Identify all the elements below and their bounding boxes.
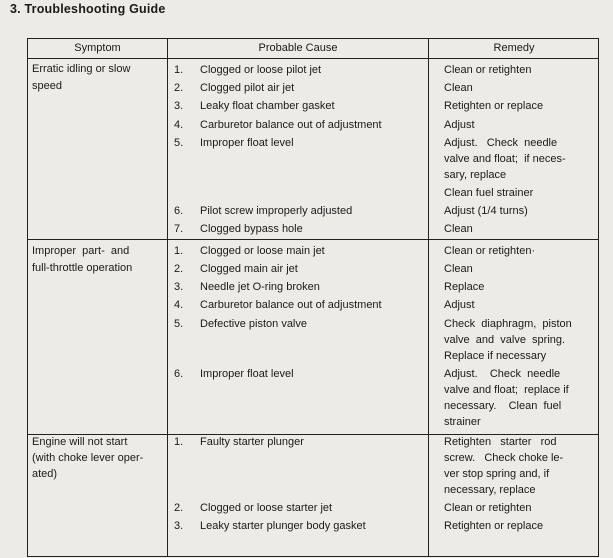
remedy-text: Adjust. Check needle xyxy=(444,368,561,380)
cause-number: 3. xyxy=(174,281,184,293)
cause-text: Improper float level xyxy=(200,368,294,380)
header-remedy: Remedy xyxy=(493,42,535,54)
cause-number: 3. xyxy=(174,100,184,112)
remedy-text: Clean or retighten xyxy=(444,64,532,76)
cause-number: 2. xyxy=(174,263,184,275)
cause-text: Defective piston valve xyxy=(200,318,307,330)
cause-number: 1. xyxy=(174,245,184,257)
cause-text: Leaky float chamber gasket xyxy=(200,100,335,112)
cause-text: Improper float level xyxy=(200,137,294,149)
remedy-text: Retighten or replace xyxy=(444,520,544,532)
header-divider xyxy=(28,58,598,59)
section-title: 3. Troubleshooting Guide xyxy=(10,2,166,16)
troubleshooting-table xyxy=(27,38,599,557)
symptom-line: Erratic idling or slow xyxy=(32,63,131,75)
symptom-line: speed xyxy=(32,80,62,92)
remedy-text: Clean xyxy=(444,263,473,275)
cause-number: 6. xyxy=(174,205,184,217)
remedy-text: Replace xyxy=(444,281,485,293)
remedy-text: necessary, replace xyxy=(444,484,536,496)
header-symptom: Symptom xyxy=(74,42,121,54)
remedy-text: valve and float; replace if xyxy=(444,384,569,396)
cause-number: 1. xyxy=(174,436,184,448)
column-divider xyxy=(428,39,429,556)
cause-number: 3. xyxy=(174,520,184,532)
cause-text: Needle jet O-ring broken xyxy=(200,281,320,293)
cause-text: Leaky starter plunger body gasket xyxy=(200,520,366,532)
remedy-text: strainer xyxy=(444,416,481,428)
remedy-text: Clean xyxy=(444,82,473,94)
remedy-text: Retighten or replace xyxy=(444,100,544,112)
cause-number: 2. xyxy=(174,82,184,94)
cause-number: 4. xyxy=(174,119,184,131)
remedy-text: valve and valve spring. xyxy=(444,334,566,346)
header-probable-cause: Probable Cause xyxy=(258,42,338,54)
cause-number: 5. xyxy=(174,318,184,330)
remedy-text: Clean or retighten· xyxy=(444,245,536,257)
remedy-text: ver stop spring and, if xyxy=(444,468,550,480)
cause-number: 2. xyxy=(174,502,184,514)
cause-number: 4. xyxy=(174,299,184,311)
remedy-text: Clean fuel strainer xyxy=(444,187,534,199)
remedy-text: Clean or retighten xyxy=(444,502,532,514)
cause-text: Clogged or loose starter jet xyxy=(200,502,333,514)
symptom-line: full-throttle operation xyxy=(32,262,133,274)
cause-number: 7. xyxy=(174,223,184,235)
group-divider xyxy=(28,239,598,240)
symptom-line: Improper part- and xyxy=(32,245,130,257)
remedy-text: Replace if necessary xyxy=(444,350,547,362)
cause-text: Faulty starter plunger xyxy=(200,436,304,448)
symptom-line: (with choke lever oper- xyxy=(32,452,144,464)
cause-number: 6. xyxy=(174,368,184,380)
remedy-text: Clean xyxy=(444,223,473,235)
cause-text: Clogged main air jet xyxy=(200,263,298,275)
symptom-line: ated) xyxy=(32,468,58,480)
cause-text: Pilot screw improperly adjusted xyxy=(200,205,353,217)
remedy-text: Check diaphragm, piston xyxy=(444,318,572,330)
cause-number: 1. xyxy=(174,64,184,76)
remedy-text: sary, replace xyxy=(444,169,507,181)
cause-text: Clogged or loose main jet xyxy=(200,245,325,257)
cause-text: Clogged or loose pilot jet xyxy=(200,64,322,76)
remedy-text: Adjust xyxy=(444,119,475,131)
remedy-text: Adjust xyxy=(444,299,475,311)
cause-text: Carburetor balance out of adjustment xyxy=(200,119,382,131)
remedy-text: valve and float; if neces- xyxy=(444,153,566,165)
cause-number: 5. xyxy=(174,137,184,149)
remedy-text: necessary. Clean fuel xyxy=(444,400,562,412)
cause-text: Carburetor balance out of adjustment xyxy=(200,299,382,311)
symptom-line: Engine will not start xyxy=(32,436,128,448)
remedy-text: screw. Check choke le- xyxy=(444,452,564,464)
remedy-text: Adjust (1/4 turns) xyxy=(444,205,528,217)
remedy-text: Retighten starter rod xyxy=(444,436,557,448)
remedy-text: Adjust. Check needle xyxy=(444,137,558,149)
cause-text: Clogged pilot air jet xyxy=(200,82,295,94)
column-divider xyxy=(167,39,168,556)
cause-text: Clogged bypass hole xyxy=(200,223,303,235)
